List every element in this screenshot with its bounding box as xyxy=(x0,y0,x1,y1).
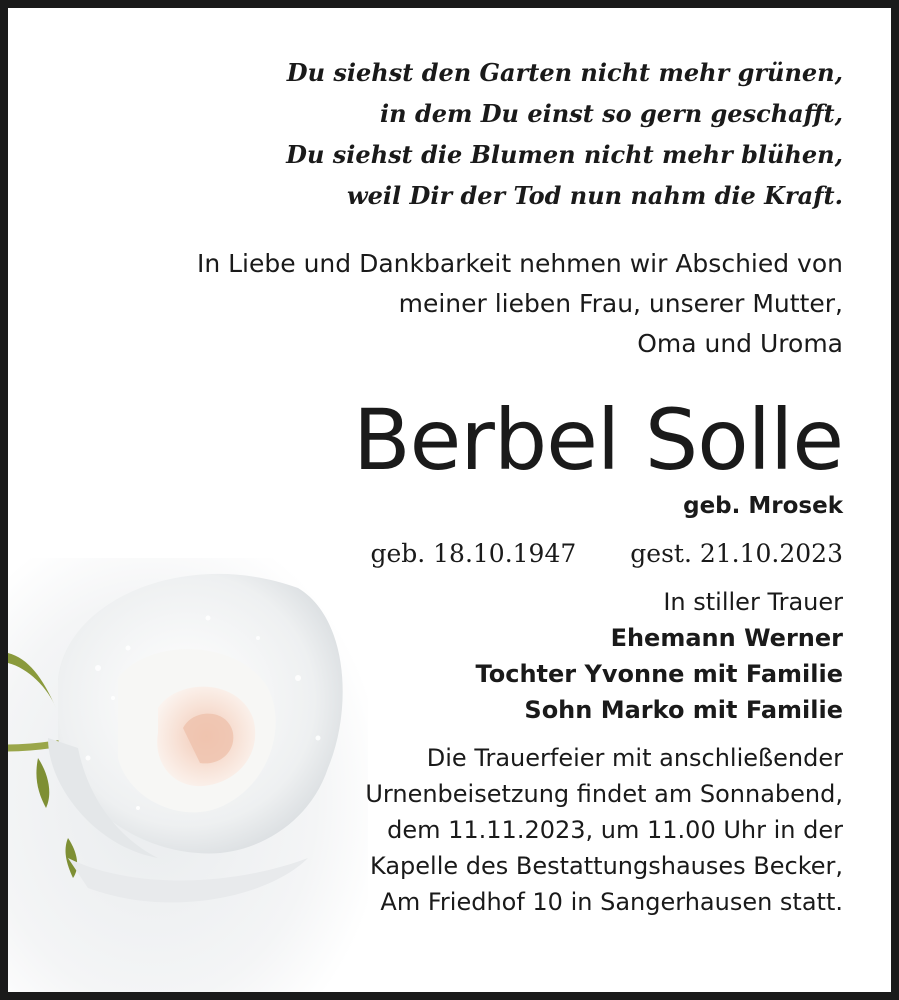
service-details xyxy=(123,740,843,920)
life-dates xyxy=(123,534,843,574)
mourner-name: Tochter Yvonne mit Familie xyxy=(475,660,843,688)
death-date: gest. 21.10.2023 xyxy=(630,539,843,568)
mourner-name: Ehemann Werner xyxy=(610,624,843,652)
poem-line: Du siehst den Garten nicht mehr grünen, xyxy=(286,58,843,87)
mourners xyxy=(123,584,843,728)
poem-line: weil Dir der Tod nun nahm die Kraft. xyxy=(347,181,843,210)
mourner-name: Sohn Marko mit Familie xyxy=(524,696,843,724)
farewell-intro xyxy=(123,244,843,364)
deceased-name: Berbel Solle xyxy=(353,391,843,489)
poem xyxy=(123,52,843,216)
birth-date: geb. 18.10.1947 xyxy=(370,539,577,568)
poem-line: Du siehst die Blumen nicht mehr blühen, xyxy=(286,140,843,169)
service-line: dem 11.11.2023, um 11.00 Uhr in der xyxy=(387,816,843,844)
service-line: Kapelle des Bestattungshauses Becker, xyxy=(370,852,843,880)
intro-line: meiner lieben Frau, unserer Mutter, xyxy=(398,289,843,318)
service-line: Die Trauerfeier mit anschließender xyxy=(426,744,843,772)
notice-content xyxy=(123,52,843,920)
intro-line: In Liebe und Dankbarkeit nehmen wir Abschied von xyxy=(196,249,843,278)
poem-line: in dem Du einst so gern geschafft, xyxy=(380,99,843,128)
mourners-heading: In stiller Trauer xyxy=(663,588,843,616)
service-line: Urnenbeisetzung findet am Sonnabend, xyxy=(365,780,843,808)
intro-line: Oma und Uroma xyxy=(637,329,843,358)
maiden-name: geb. Mrosek xyxy=(683,493,843,519)
service-line: Am Friedhof 10 in Sangerhausen statt. xyxy=(380,888,843,916)
